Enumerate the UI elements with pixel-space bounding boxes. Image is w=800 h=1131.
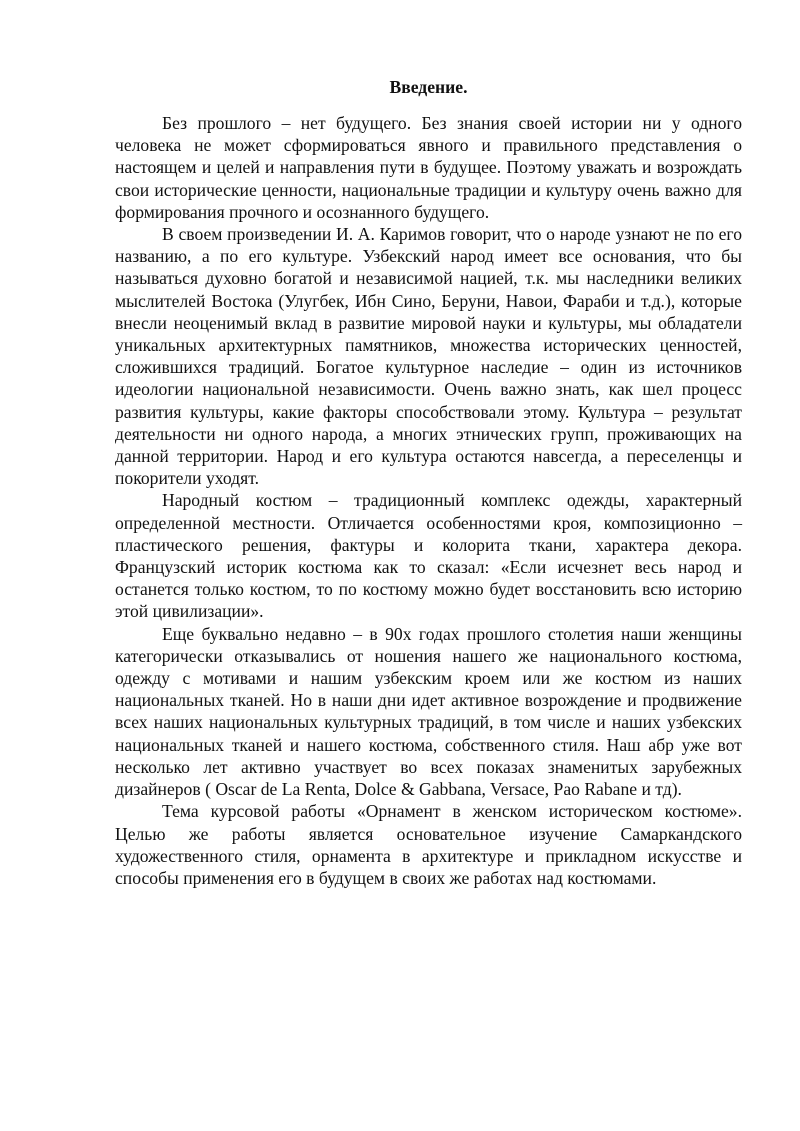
paragraph-karimov: В своем произведении И. А. Каримов говорит, что о народе узнают не по его названию, а по его культуре. Узбекский народ имеет все основания, что бы называться духовно богатой и независимой нацией, т.к. мы наследники великих мыслителей Востока (Улугбек, Ибн Сино, Беруни, Навои, Фараби и т.д.), которые внесли неоценимый вклад в развитие мировой науки и культуры, мы обладатели уникальных архитектурных памятников, множества исторических ценностей, сложившихся традиций. Богатое культурное наследие – один из источников идеологии национальной независимости. Очень важно знать, как шел процесс развития культуры, какие факторы способствовали этому. Культура – результат деятельности ни одного народа, а многих этнических групп, проживающих на данной территории. Народ и его культура остаются навсегда, а переселенцы и покорители уходят. [115, 224, 742, 489]
paragraph-folk-costume: Народный костюм – традиционный комплекс одежды, характерный определенной местности. Отличается особенностями кроя, композиционно – пластического решения, фактуры и колорита ткани, характера декора. Французский историк костюма как то сказал: «Если исчезнет весь народ и останется только костюм, то по костюму можно будет восстановить всю историю этой цивилизации». [115, 490, 742, 622]
paragraph-thesis-topic: Тема курсовой работы «Орнамент в женском историческом костюме». Целью же работы является основательное изучение Самаркандского художественного стиля, орнамента в архитектуре и прикладном искусстве и способы применения его в будущем в своих же работах над костюмами. [115, 801, 742, 888]
document-title: Введение. [389, 77, 468, 97]
paragraph-intro: Без прошлого – нет будущего. Без знания своей истории ни у одного человека не может сформироваться явного и правильного представления о настоящем и целей и направления пути в будущее. Поэтому уважать и возрождать свои исторические ценности, национальные традиции и культуру очень важно для формирования прочного и осознанного будущего. [115, 113, 742, 222]
document-page [115, 76, 742, 889]
paragraph-revival: Еще буквально недавно – в 90х годах прошлого столетия наши женщины категорически отказывались от ношения нашего же национального костюма, одежду с мотивами и нашим узбекским кроем или же костюм из наших национальных тканей. Но в наши дни идет активное возрождение и продвижение всех наших национальных культурных традиций, в том числе и наших узбекских национальных тканей и нашего костюма, собственного стиля. Наш абр уже вот несколько лет активно участвует во всех показах знаменитых зарубежных дизайнеров ( Oscar de La Renta, Dolce & Gabbana, Versace, Pao Rabane и тд). [115, 623, 742, 800]
